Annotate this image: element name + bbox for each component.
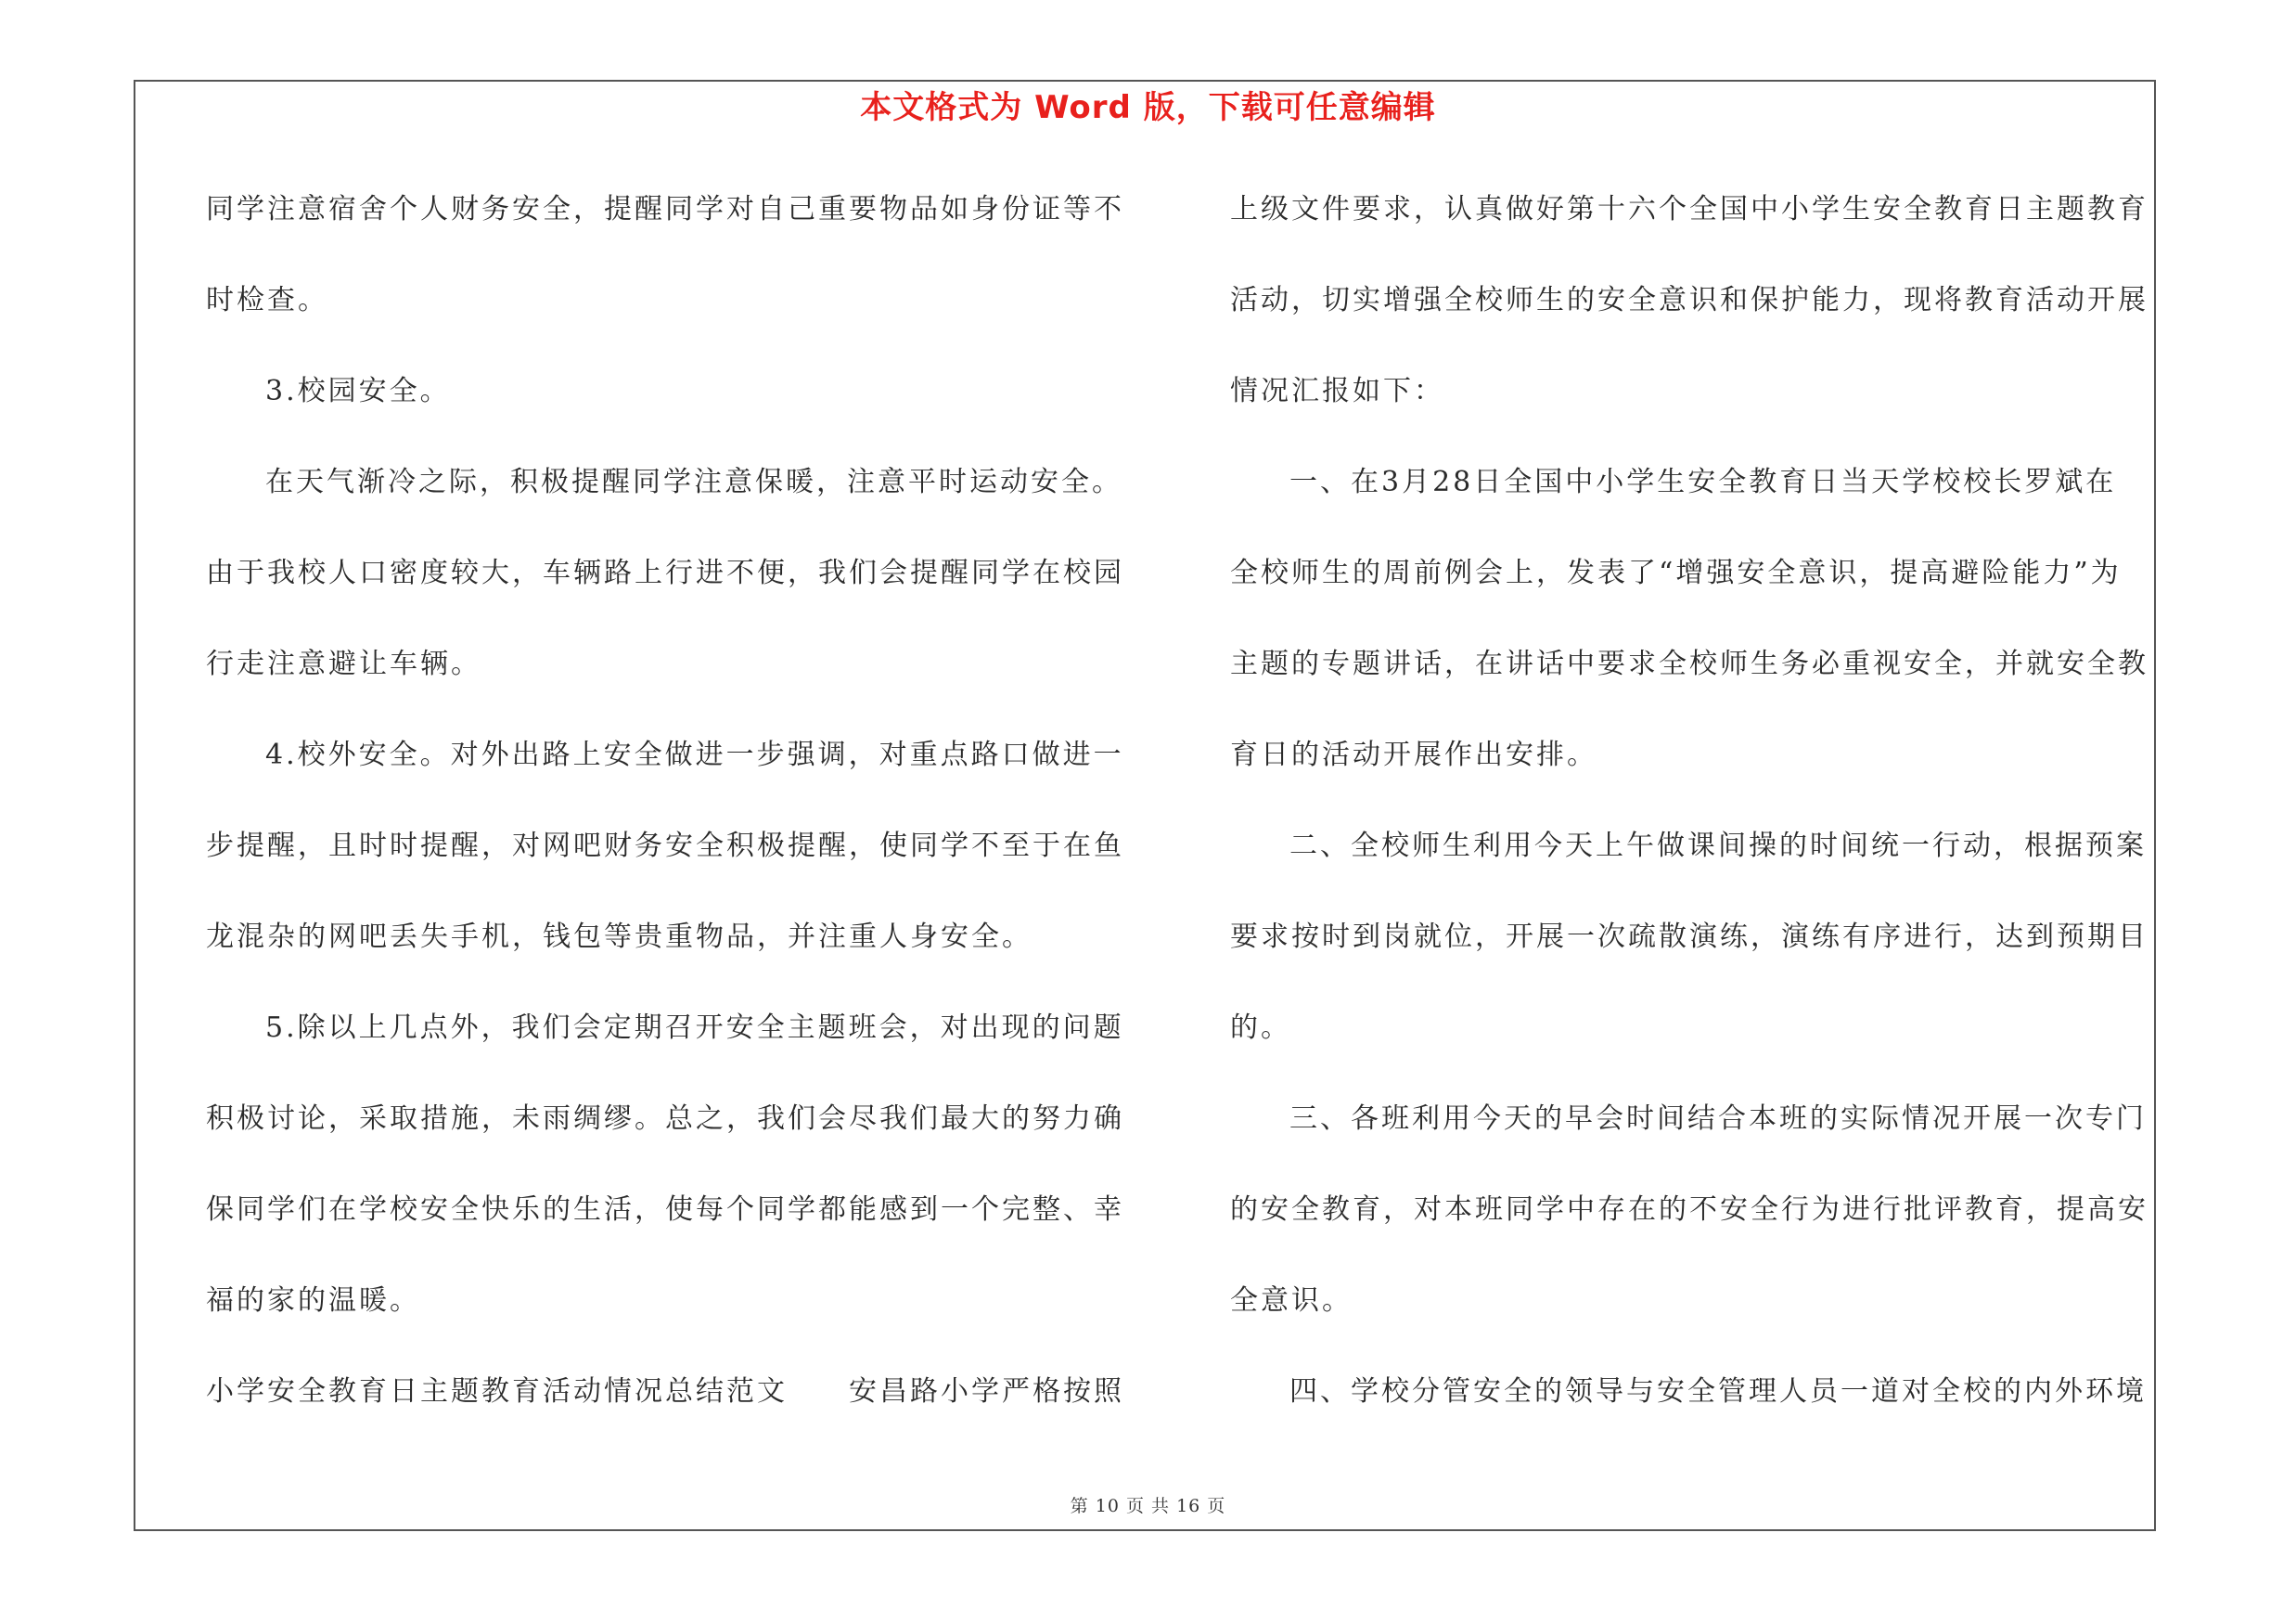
text-line: 的安全教育，对本班同学中存在的不安全行为进行批评教育，提高安 <box>1230 1193 2148 1226</box>
text-line: 二、全校师生利用今天上午做课间操的时间统一行动，根据预案 <box>1289 830 2147 862</box>
footer-middle: 页 共 <box>1125 1496 1171 1516</box>
footer-total-pages: 16 <box>1176 1496 1201 1516</box>
text-line: 4.校外安全。对外出路上安全做进一步强调，对重点路口做进一 <box>265 739 1124 771</box>
text-line: 上级文件要求，认真做好第十六个全国中小学生安全教育日主题教育 <box>1230 193 2148 225</box>
page-footer <box>0 1492 2296 1517</box>
right-column <box>1230 182 2161 1455</box>
text-line: 全校师生的周前例会上，发表了“增强安全意识，提高避险能力”为 <box>1230 557 2122 589</box>
text-line: 由于我校人口密度较大，车辆路上行进不便，我们会提醒同学在校园 <box>206 557 1124 589</box>
text-line: 一、在3月28日全国中小学生安全教育日当天学校校长罗斌在 <box>1289 466 2117 498</box>
text-line: 三、各班利用今天的早会时间结合本班的实际情况开展一次专门 <box>1289 1102 2147 1135</box>
text-line: 5.除以上几点外，我们会定期召开安全主题班会，对出现的问题 <box>265 1011 1124 1044</box>
text-line: 活动，切实增强全校师生的安全意识和保护能力，现将教育活动开展 <box>1230 284 2148 316</box>
text-line: 同学注意宿舍个人财务安全，提醒同学对自己重要物品如身份证等不 <box>206 193 1124 225</box>
format-banner: 本文格式为 Word 版，下载可任意编辑 <box>860 89 1436 126</box>
text-line: 时检查。 <box>206 284 328 316</box>
text-line: 育日的活动开展作出安排。 <box>1230 739 1597 771</box>
text-line: 主题的专题讲话，在讲话中要求全校师生务必重视安全，并就安全教 <box>1230 648 2148 680</box>
text-line: 四、学校分管安全的领导与安全管理人员一道对全校的内外环境 <box>1289 1375 2147 1408</box>
text-line: 在天气渐冷之际，积极提醒同学注意保暖，注意平时运动安全。 <box>265 466 1122 498</box>
text-line: 行走注意避让车辆。 <box>206 648 481 680</box>
text-line: 步提醒，且时时提醒，对网吧财务安全积极提醒，使同学不至于在鱼 <box>206 830 1124 862</box>
text-line: 的。 <box>1230 1011 1291 1044</box>
text-line: 保同学们在学校安全快乐的生活，使每个同学都能感到一个完整、幸 <box>206 1193 1124 1226</box>
text-line: 要求按时到岗就位，开展一次疏散演练，演练有序进行，达到预期目 <box>1230 921 2148 953</box>
text-line: 小学安全教育日主题教育活动情况总结范文 安昌路小学严格按照 <box>206 1375 1124 1408</box>
text-line: 情况汇报如下： <box>1230 375 1444 407</box>
footer-prefix: 第 <box>1070 1496 1089 1516</box>
footer-page-number: 10 <box>1095 1496 1120 1516</box>
text-line: 龙混杂的网吧丢失手机，钱包等贵重物品，并注重人身安全。 <box>206 921 1033 953</box>
footer-suffix: 页 <box>1207 1496 1226 1516</box>
text-line: 全意识。 <box>1230 1284 1353 1317</box>
text-line: 3.校园安全。 <box>265 375 451 407</box>
left-column <box>206 182 1134 1455</box>
text-line: 积极讨论，采取措施，未雨绸缪。总之，我们会尽我们最大的努力确 <box>206 1102 1124 1135</box>
text-line: 福的家的温暖。 <box>206 1284 420 1317</box>
